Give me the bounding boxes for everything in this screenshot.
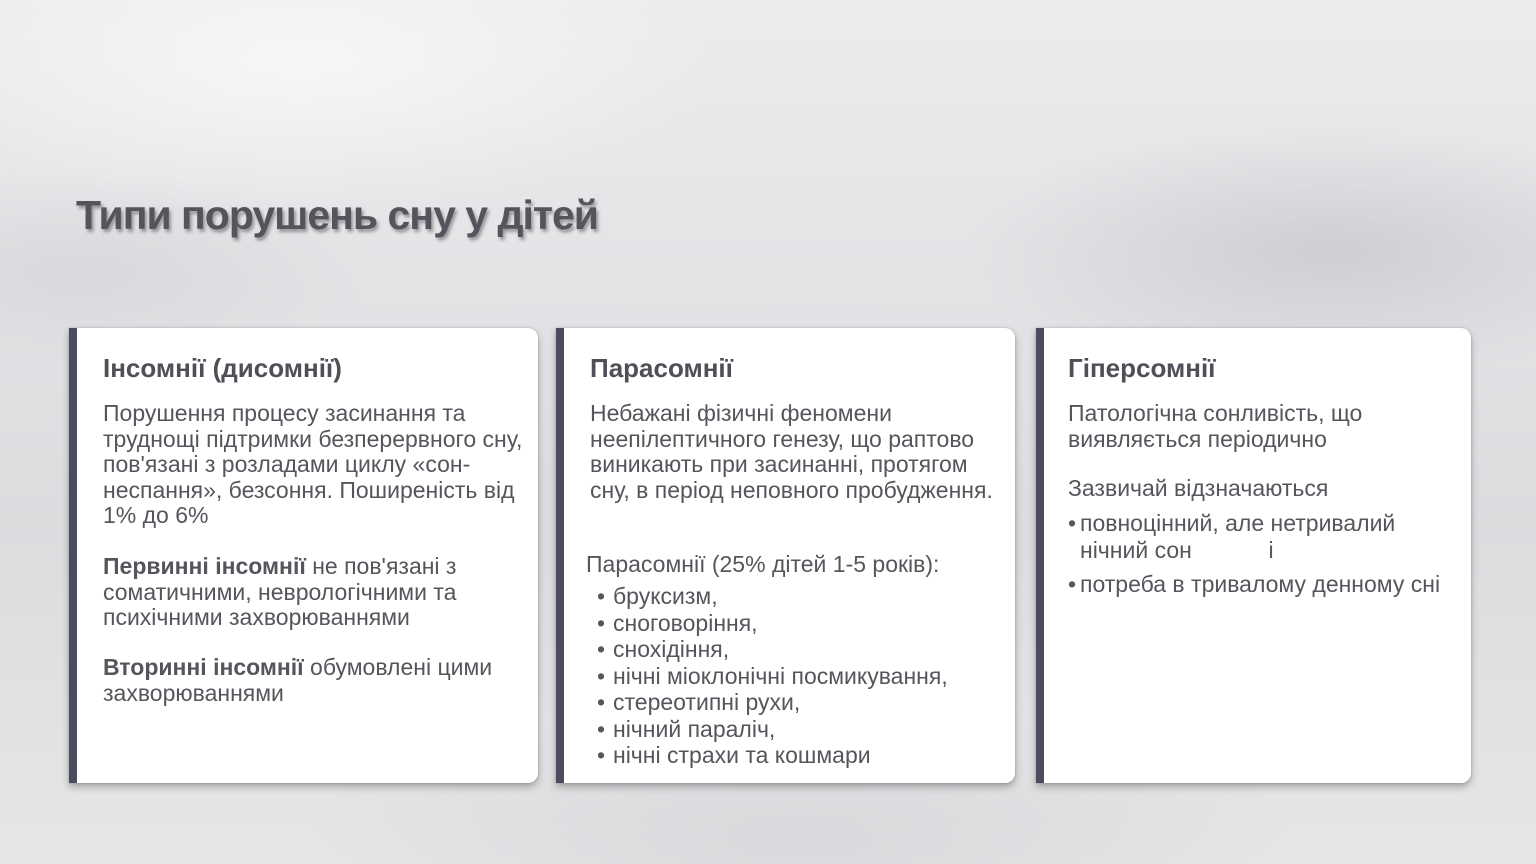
card-insomnia — [69, 328, 538, 783]
hypersomnia-description: Патологічна сонливість, що виявляється періодично — [1068, 400, 1363, 452]
primary-insomnia-text — [103, 554, 523, 631]
secondary-insomnia-text — [103, 655, 523, 706]
insomnia-description: Порушення процесу засинання та труднощі підтримки безперервного сну, пов'язані з розладами циклу «сон-неспання», безсоння. Поширеність від 1% до 6% — [103, 400, 523, 528]
list-item: • сноговоріння, — [597, 610, 948, 637]
secondary-insomnia-label: Вторинні інсомнії — [103, 654, 304, 680]
list-item: • бруксизм, — [597, 583, 948, 610]
hypersomnia-list-intro: Зазвичай відзначаються — [1068, 475, 1329, 501]
slide-title: Типи порушень сну у дітей — [76, 192, 598, 238]
list-item: • снохідіння, — [597, 636, 948, 663]
list-item: • нічний параліч, — [597, 716, 948, 743]
primary-insomnia-label: Первинні інсомнії — [103, 553, 306, 579]
card-title-hypersomnia: Гіперсомнії — [1068, 353, 1216, 383]
list-item: • повноцінний, але нетривалий нічний сон і — [1068, 510, 1468, 564]
card-title-insomnia: Інсомнії (дисомнії) — [103, 353, 342, 383]
card-parasomnia — [556, 328, 1015, 783]
list-item: • нічні страхи та кошмари — [597, 742, 948, 769]
list-item: • нічні міоклонічні посмикування, — [597, 663, 948, 690]
list-item: • стереотипні рухи, — [597, 689, 948, 716]
parasomnia-list — [597, 583, 948, 769]
card-hypersomnia — [1036, 328, 1471, 783]
card-title-parasomnia: Парасомнії — [590, 353, 733, 383]
secondary-insomnia-desc: обумовлені цими захворюваннями — [103, 654, 493, 706]
list-item: • потреба в тривалому денному сні — [1068, 571, 1468, 598]
primary-insomnia-desc: не пов'язані з соматичними, неврологічними та психічними захворюваннями — [103, 553, 457, 630]
parasomnia-description: Небажані фізичні феномени неепілептичного генезу, що раптово виникають при засинанні, протягом сну, в період неповного пробудження. — [590, 400, 993, 503]
parasomnia-list-intro: Парасомнії (25% дітей 1-5 років): — [586, 551, 940, 577]
hypersomnia-list — [1068, 510, 1468, 605]
